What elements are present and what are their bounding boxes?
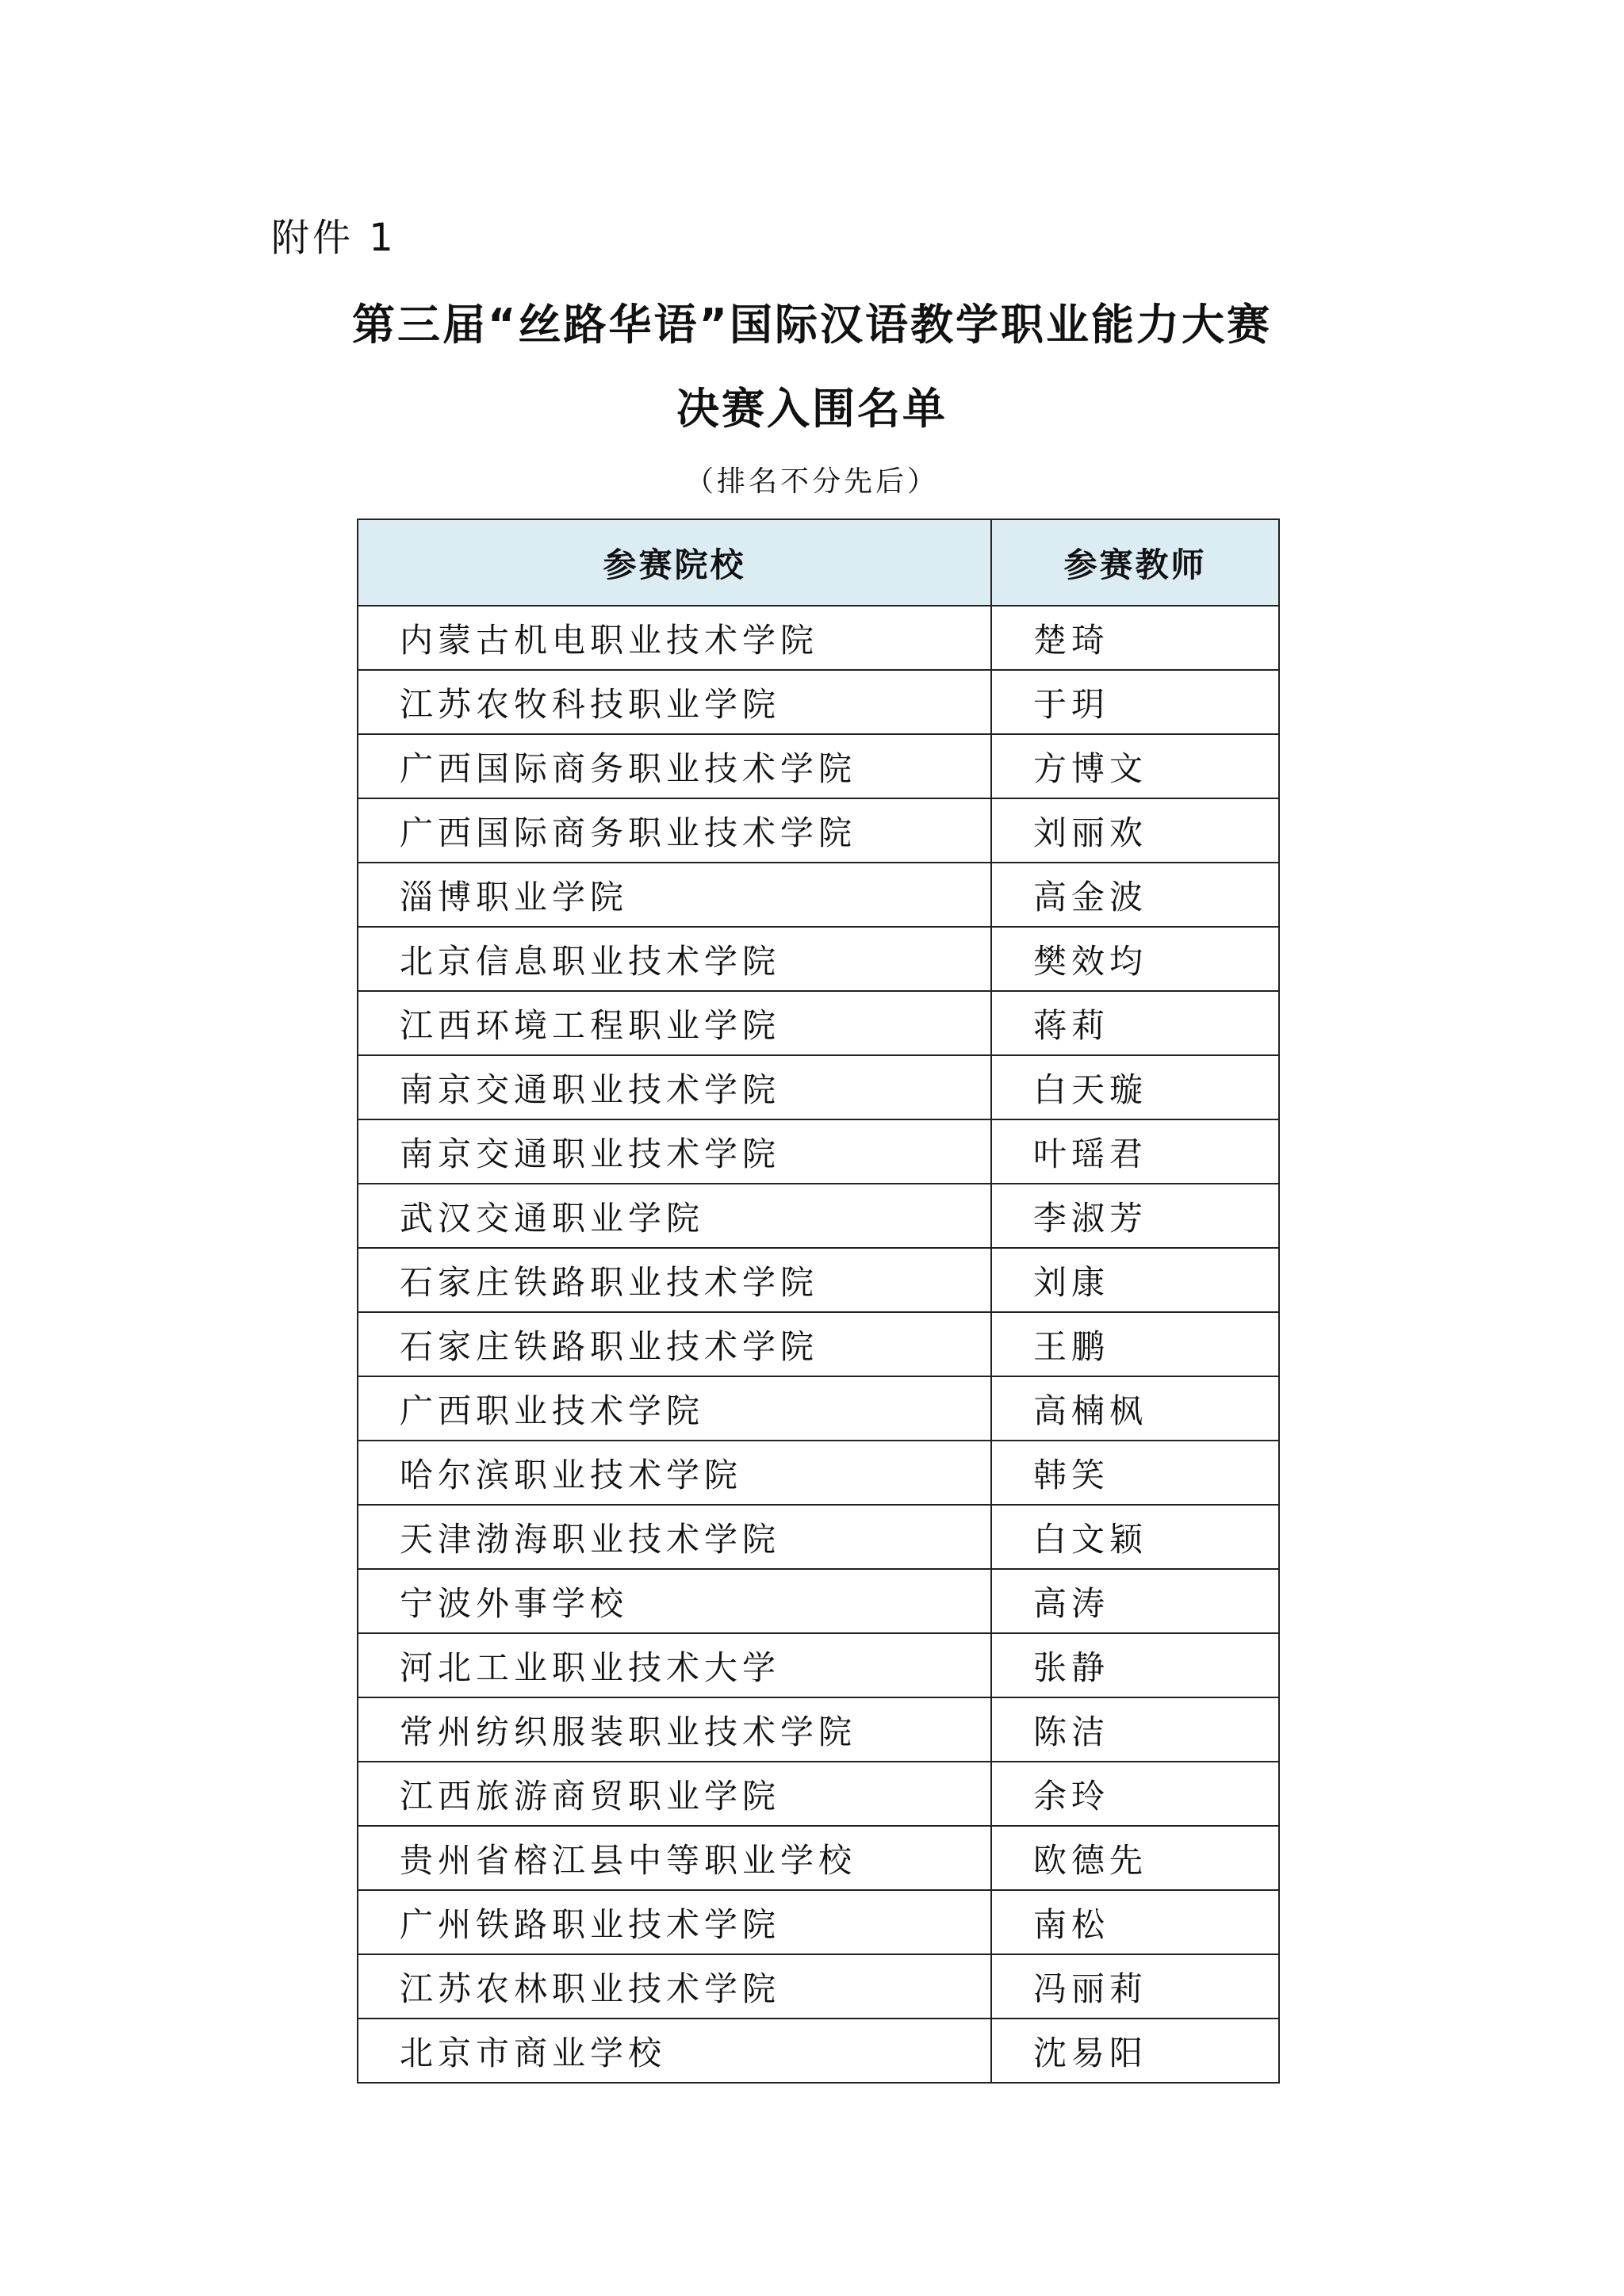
school-cell: 石家庄铁路职业技术学院 [358, 1248, 991, 1312]
table-row [358, 798, 1279, 863]
teacher-cell: 沈易阳 [991, 2019, 1279, 2083]
teacher-cell: 陈洁 [991, 1697, 1279, 1762]
teacher-cell: 张静 [991, 1633, 1279, 1697]
school-cell: 内蒙古机电职业技术学院 [358, 606, 991, 670]
table-row [358, 1248, 1279, 1312]
school-cell: 广西职业技术学院 [358, 1376, 991, 1441]
ranking-note: （排名不分先后） [684, 465, 939, 498]
header-teacher: 参赛教师 [991, 519, 1279, 606]
table-row [358, 1055, 1279, 1119]
teacher-cell: 楚琦 [991, 606, 1279, 670]
table-row [358, 1312, 1279, 1376]
teacher-cell: 刘康 [991, 1248, 1279, 1312]
school-cell: 淄博职业学院 [358, 863, 991, 927]
table-row [358, 927, 1279, 991]
teacher-cell: 高楠枫 [991, 1376, 1279, 1441]
teacher-cell: 白天璇 [991, 1055, 1279, 1119]
table-row [358, 606, 1279, 670]
teacher-cell: 李淑芳 [991, 1184, 1279, 1248]
teacher-cell: 白文颖 [991, 1505, 1279, 1569]
teacher-cell: 欧德先 [991, 1826, 1279, 1890]
teacher-cell: 高金波 [991, 863, 1279, 927]
school-cell: 广州铁路职业技术学院 [358, 1890, 991, 1954]
school-cell: 哈尔滨职业技术学院 [358, 1441, 991, 1505]
teacher-cell: 高涛 [991, 1569, 1279, 1633]
table-row [358, 2019, 1279, 2083]
table-row [358, 1119, 1279, 1184]
teacher-cell: 余玲 [991, 1762, 1279, 1826]
teacher-cell: 王鹏 [991, 1312, 1279, 1376]
school-cell: 广西国际商务职业技术学院 [358, 734, 991, 798]
school-cell: 河北工业职业技术大学 [358, 1633, 991, 1697]
school-cell: 江苏农牧科技职业学院 [358, 670, 991, 734]
teacher-cell: 冯丽莉 [991, 1954, 1279, 2019]
table-row [358, 1376, 1279, 1441]
table-row [358, 1762, 1279, 1826]
school-cell: 广西国际商务职业技术学院 [358, 798, 991, 863]
school-cell: 江苏农林职业技术学院 [358, 1954, 991, 2019]
header-school: 参赛院校 [358, 519, 991, 606]
school-cell: 北京信息职业技术学院 [358, 927, 991, 991]
document-title-line2: 决赛入围名单 [676, 384, 948, 434]
table-row [358, 1184, 1279, 1248]
teacher-cell: 南松 [991, 1890, 1279, 1954]
table-row [358, 1697, 1279, 1762]
table-row [358, 991, 1279, 1055]
school-cell: 宁波外事学校 [358, 1569, 991, 1633]
school-cell: 江西旅游商贸职业学院 [358, 1762, 991, 1826]
school-cell: 贵州省榕江县中等职业学校 [358, 1826, 991, 1890]
teacher-cell: 方博文 [991, 734, 1279, 798]
table-row [358, 670, 1279, 734]
teacher-cell: 于玥 [991, 670, 1279, 734]
teacher-cell: 樊效均 [991, 927, 1279, 991]
table-row [358, 1441, 1279, 1505]
table-row [358, 1633, 1279, 1697]
table-row [358, 863, 1279, 927]
school-cell: 北京市商业学校 [358, 2019, 991, 2083]
table-row [358, 1954, 1279, 2019]
document-title: 第三届“丝路华语”国际汉语教学职业能力大赛 [352, 300, 1272, 350]
school-cell: 武汉交通职业学院 [358, 1184, 991, 1248]
finalist-table [357, 519, 1280, 2084]
teacher-cell: 叶瑶君 [991, 1119, 1279, 1184]
teacher-cell: 刘丽欢 [991, 798, 1279, 863]
school-cell: 天津渤海职业技术学院 [358, 1505, 991, 1569]
school-cell: 石家庄铁路职业技术学院 [358, 1312, 991, 1376]
table-row [358, 734, 1279, 798]
school-cell: 南京交通职业技术学院 [358, 1055, 991, 1119]
table-row [358, 1890, 1279, 1954]
table-header-row [358, 519, 1279, 606]
school-cell: 江西环境工程职业学院 [358, 991, 991, 1055]
teacher-cell: 蒋莉 [991, 991, 1279, 1055]
attachment-label: 附件 1 [271, 216, 396, 260]
table-body [358, 606, 1279, 2083]
table-row [358, 1826, 1279, 1890]
school-cell: 南京交通职业技术学院 [358, 1119, 991, 1184]
teacher-cell: 韩笑 [991, 1441, 1279, 1505]
table-row [358, 1569, 1279, 1633]
school-cell: 常州纺织服装职业技术学院 [358, 1697, 991, 1762]
table-row [358, 1505, 1279, 1569]
